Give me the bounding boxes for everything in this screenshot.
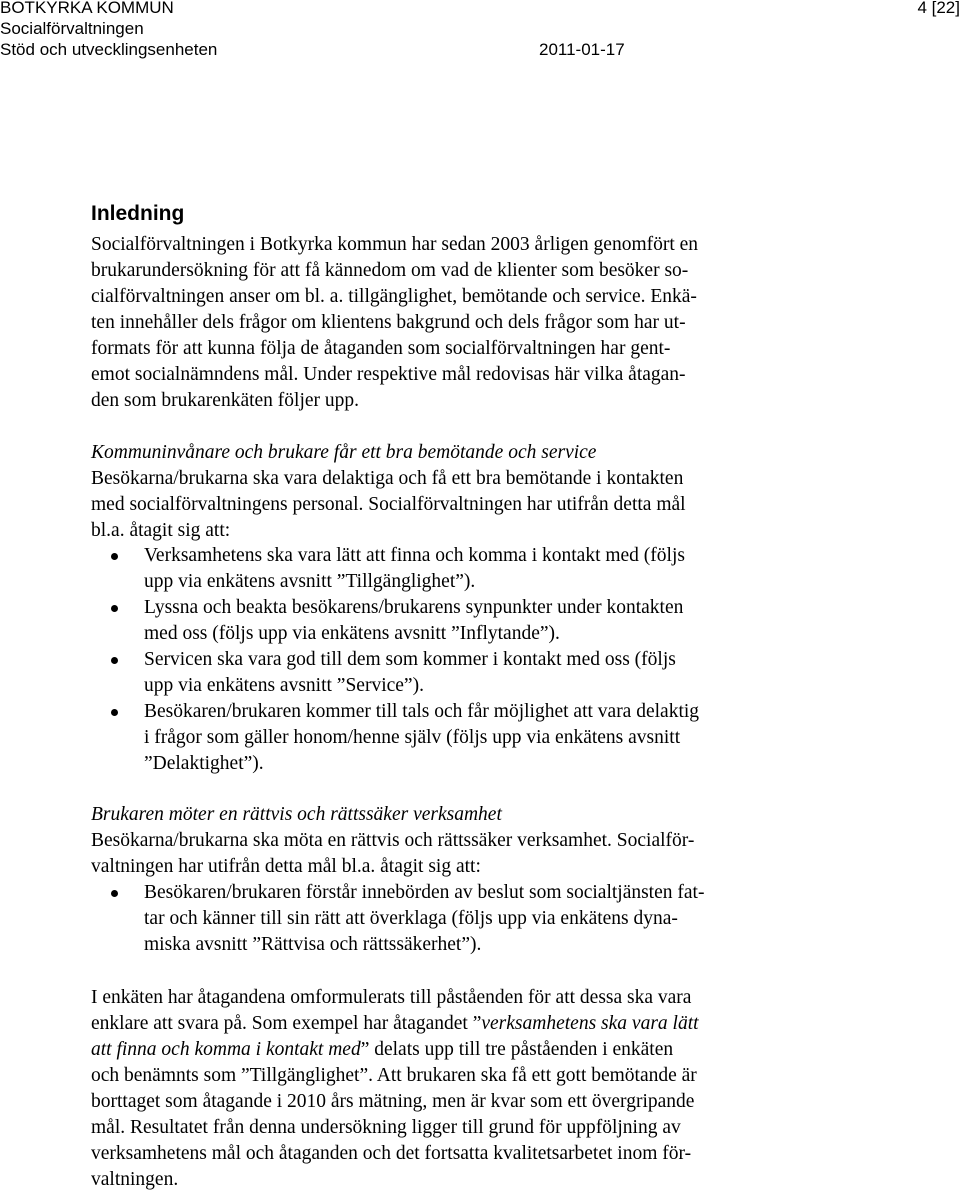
section2-line: Besökarna/brukarna ska möta en rättvis och rättssäker verksamhet. Socialför- bbox=[91, 830, 695, 851]
closing-line: I enkäten har åtagandena omformulerats till påståenden för att dessa ska vara bbox=[91, 987, 692, 1008]
intro-line: den som brukarenkäten följer upp. bbox=[91, 390, 360, 411]
section-title-rattssakerhet: Brukaren möter en rättvis och rättssäker verksamhet bbox=[91, 804, 502, 825]
section2-line: valtningen har utifrån detta mål bl.a. åtagit sig att: bbox=[91, 856, 481, 877]
closing-line: valtningen. bbox=[91, 1169, 179, 1190]
closing-line bbox=[91, 1037, 851, 1063]
closing-line: mål. Resultatet från denna undersökning ligger till grund för uppföljning av bbox=[91, 1117, 681, 1138]
bullet-line: Servicen ska vara god till dem som kommer i kontakt med oss (följs bbox=[144, 649, 676, 670]
bullet-line: ”Delaktighet”). bbox=[144, 753, 264, 774]
intro-line: Socialförvaltningen i Botkyrka kommun har sedan 2003 årligen genomfört en bbox=[91, 234, 699, 255]
closing-text: enklare att svara på. Som exempel har åtagandet ” bbox=[91, 1013, 482, 1034]
bullet-line: Besökaren/brukaren förstår innebörden av beslut som socialtjänsten fat- bbox=[144, 882, 705, 903]
closing-line bbox=[91, 1011, 851, 1037]
section1-line: Besökarna/brukarna ska vara delaktiga och få ett bra bemötande i kontakten bbox=[91, 468, 684, 489]
bullet-line: Lyssna och beakta besökarens/brukarens synpunkter under kontakten bbox=[144, 597, 684, 618]
bullet-dot bbox=[111, 657, 118, 664]
bullet-line: Verksamhetens ska vara lätt att finna och komma i kontakt med (följs bbox=[144, 545, 685, 566]
closing-italic: att finna och komma i kontakt med bbox=[91, 1039, 361, 1060]
closing-line: verksamhetens mål och åtaganden och det fortsatta kvalitetsarbetet inom för- bbox=[91, 1143, 692, 1164]
intro-line: formats för att kunna följa de åtaganden som socialförvaltningen har gent- bbox=[91, 338, 671, 359]
section-title-bemotande: Kommuninvånare och brukare får ett bra bemötande och service bbox=[91, 442, 597, 463]
bullet-line: upp via enkätens avsnitt ”Tillgänglighet”). bbox=[144, 571, 476, 592]
section-heading: Inledning bbox=[91, 202, 185, 225]
intro-line: cialförvaltningen anser om bl. a. tillgänglighet, bemötande och service. Enkä- bbox=[91, 286, 697, 307]
header-date: 2011-01-17 bbox=[539, 40, 625, 59]
closing-text: ” delats upp till tre påståenden i enkäten bbox=[360, 1039, 674, 1060]
section1-line: bl.a. åtagit sig att: bbox=[91, 520, 231, 541]
bullet-dot bbox=[111, 553, 118, 560]
bullet-line: miska avsnitt ”Rättvisa och rättssäkerhet”). bbox=[144, 934, 482, 955]
header-org: BOTKYRKA KOMMUN bbox=[0, 0, 174, 17]
closing-italic: verksamhetens ska vara lätt bbox=[481, 1013, 699, 1034]
bullet-line: upp via enkätens avsnitt ”Service”). bbox=[144, 675, 424, 696]
bullet-dot bbox=[111, 605, 118, 612]
intro-line: brukarundersökning för att få kännedom om vad de klienter som besöker so- bbox=[91, 260, 689, 281]
header-department: Socialförvaltningen bbox=[0, 19, 144, 38]
bullet-line: i frågor som gäller honom/henne själv (följs upp via enkätens avsnitt bbox=[144, 727, 681, 748]
header-unit: Stöd och utvecklingsenheten bbox=[0, 40, 218, 59]
bullet-dot bbox=[111, 890, 118, 897]
intro-line: ten innehåller dels frågor om klientens bakgrund och dels frågor som har ut- bbox=[91, 312, 686, 333]
bullet-line: Besökaren/brukaren kommer till tals och får möjlighet att vara delaktig bbox=[144, 701, 700, 722]
section1-line: med socialförvaltningens personal. Socialförvaltningen har utifrån detta mål bbox=[91, 494, 686, 515]
bullet-line: med oss (följs upp via enkätens avsnitt ”Inflytande”). bbox=[144, 623, 560, 644]
intro-line: emot socialnämndens mål. Under respektive mål redovisas här vilka åtagan- bbox=[91, 364, 686, 385]
bullet-line: tar och känner till sin rätt att överklaga (följs upp via enkätens dyna- bbox=[144, 908, 678, 929]
bullet-dot bbox=[111, 709, 118, 716]
closing-line: och benämnts som ”Tillgänglighet”. Att brukaren ska få ett gott bemötande är bbox=[91, 1065, 697, 1086]
closing-line: borttaget som åtagande i 2010 års mätning, men är kvar som ett övergripande bbox=[91, 1091, 695, 1112]
page-number: 4 [22] bbox=[917, 0, 960, 17]
